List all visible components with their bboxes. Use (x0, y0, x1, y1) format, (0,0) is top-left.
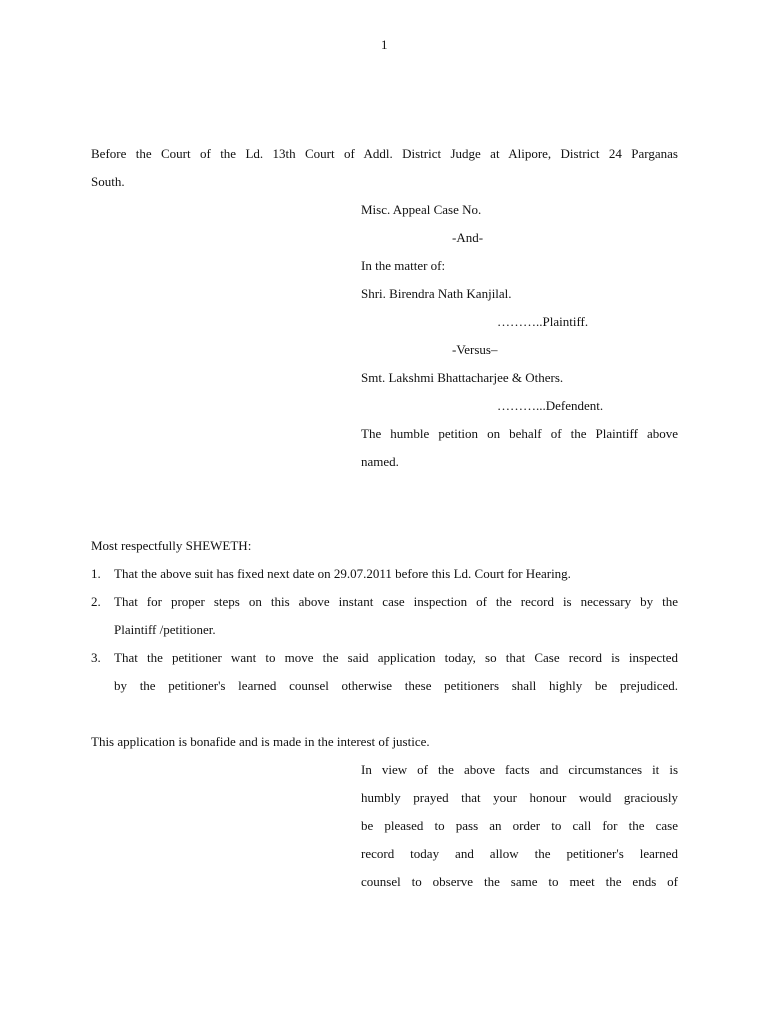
prayer-line-1: In view of the above facts and circumstances it is (361, 762, 678, 777)
page-number: 1 (381, 37, 388, 52)
bonafide-statement: This application is bonafide and is made in the interest of justice. (91, 734, 430, 749)
prayer-line-5: counsel to observe the same to meet the ends of (361, 874, 678, 889)
petition-line-2: named. (361, 454, 399, 469)
list-item-number: 1. (91, 566, 101, 581)
case-number: Misc. Appeal Case No. (361, 202, 482, 217)
defendant-name: Smt. Lakshmi Bhattacharjee & Others. (361, 370, 564, 385)
list-item-number: 3. (91, 650, 101, 665)
list-item-3-line-1: That the petitioner want to move the said application today, so that Case record is inspected (114, 650, 678, 665)
list-item-2-line-1: That for proper steps on this above instant case inspection of the record is necessary by the (114, 594, 678, 609)
list-item-1-line-1: That the above suit has fixed next date on 29.07.2011 before this Ld. Court for Hearing. (114, 566, 571, 581)
defendant-role: ………...Defendent. (497, 398, 604, 413)
court-heading-line-1: Before the Court of the Ld. 13th Court of Addl. District Judge at Alipore, District 24 Parganas (91, 146, 678, 161)
and-separator: -And- (452, 230, 484, 245)
list-item-number: 2. (91, 594, 101, 609)
prayer-line-3: be pleased to pass an order to call for the case (361, 818, 678, 833)
court-heading-line-2: South. (91, 174, 125, 189)
in-the-matter-of: In the matter of: (361, 258, 446, 273)
plaintiff-role: ………..Plaintiff. (497, 314, 589, 329)
list-item-3-line-2: by the petitioner's learned counsel otherwise these petitioners shall highly be prejudiced. (114, 678, 678, 693)
plaintiff-name: Shri. Birendra Nath Kanjilal. (361, 286, 512, 301)
prayer-line-4: record today and allow the petitioner's learned (361, 846, 678, 861)
prayer-line-2: humbly prayed that your honour would graciously (361, 790, 678, 805)
sheweth-heading: Most respectfully SHEWETH: (91, 538, 252, 553)
list-item-2-line-2: Plaintiff /petitioner. (114, 622, 216, 637)
versus-separator: -Versus– (452, 342, 498, 357)
petition-line-1: The humble petition on behalf of the Plaintiff above (361, 426, 678, 441)
